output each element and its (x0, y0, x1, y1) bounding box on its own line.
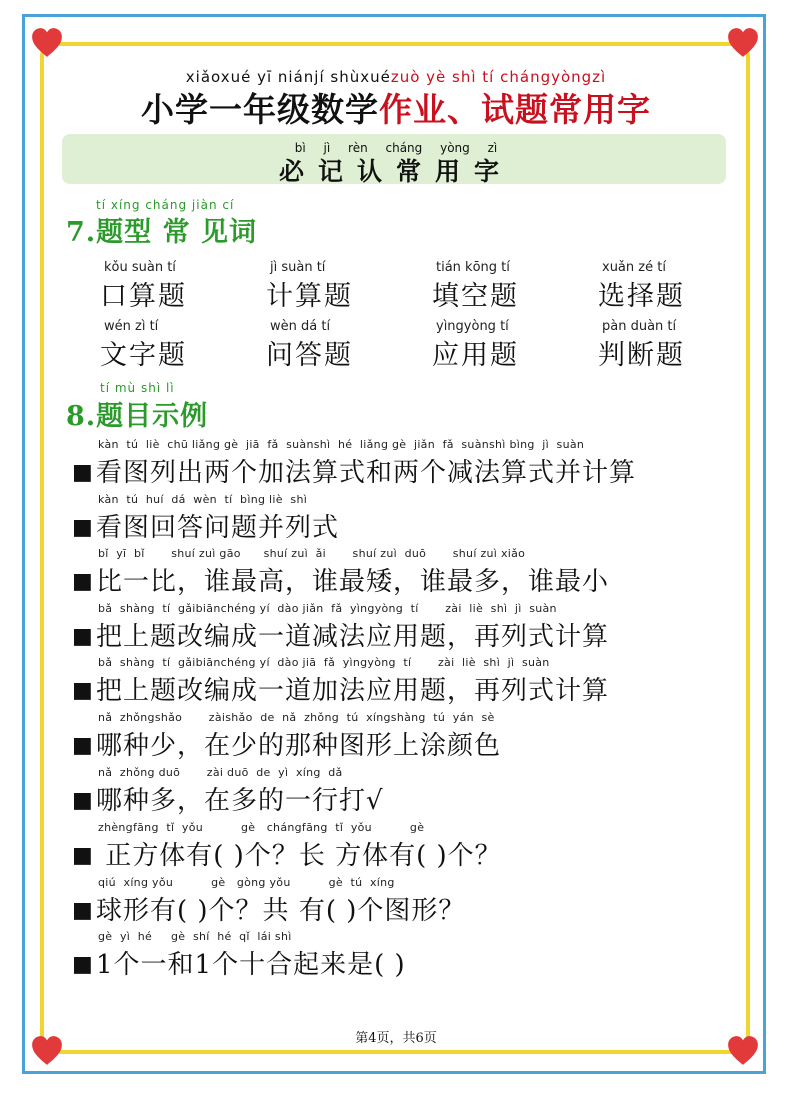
term-text: 文字题 (100, 340, 187, 371)
term-text: 计算题 (266, 281, 353, 312)
example-text: 把上题改编成一道减法应用题，再列式计算 (96, 622, 610, 652)
example-item (72, 602, 732, 653)
term-pinyin: kǒu suàn tí (104, 260, 176, 275)
heart-icon (726, 26, 760, 60)
example-pinyin: zhèngfāng tǐ yǒu gè chángfāng tǐ yǒu gè (98, 821, 425, 834)
term-item (598, 319, 768, 372)
square-bullet-icon: ■ (72, 733, 93, 758)
example-text: 比一比，谁最高，谁最矮，谁最多，谁最小 (96, 567, 610, 597)
term-item (432, 319, 602, 372)
term-pinyin: pàn duàn tí (602, 319, 677, 334)
square-bullet-icon: ■ (72, 788, 93, 813)
example-item (72, 656, 732, 707)
example-pinyin: qiú xíng yǒu gè gòng yǒu gè tú xíng (98, 876, 395, 889)
square-bullet-icon: ■ (72, 952, 93, 977)
term-text: 问答题 (266, 340, 353, 371)
section8-title: 8.题目示例 (66, 401, 209, 432)
title-pinyin-red: zuò yè shì tí chángyòngzì (390, 68, 607, 86)
page-title-black: 小学一年级数学 (141, 90, 379, 129)
term-text: 填空题 (432, 281, 519, 312)
section7-pinyin: tí xíng cháng jiàn cí (96, 198, 235, 212)
example-item (72, 876, 732, 927)
term-pinyin: wèn dá tí (270, 319, 331, 334)
page-title (0, 84, 792, 131)
example-pinyin: bǐ yī bǐ shuí zuì gāo shuí zuì ǎi shuí zuì duō shuí zuì xiǎo (98, 547, 526, 560)
example-pinyin: kàn tú liè chū liǎng gè jiā fǎ suànshì hé liǎng gè jiǎn fǎ suànshì bìng jì suàn (98, 438, 585, 451)
square-bullet-icon: ■ (72, 460, 93, 485)
example-text: 球形有( )个？共 有( )个图形？ (96, 896, 466, 926)
term-item (100, 260, 270, 313)
example-text: 1个一和1个十合起来是( ) (96, 950, 406, 980)
square-bullet-icon: ■ (72, 624, 93, 649)
term-text: 应用题 (432, 340, 519, 371)
term-pinyin: xuǎn zé tí (602, 260, 666, 275)
page-number: 第4页，共6页 (355, 1031, 437, 1046)
banner-pinyin: bì jì rèn cháng yòng zì (294, 141, 498, 155)
square-bullet-icon: ■ (72, 898, 93, 923)
example-text: 看图列出两个加法算式和两个减法算式并计算 (96, 458, 637, 488)
example-pinyin: nǎ zhǒng duō zài duō de yì xíng dǎ (98, 766, 343, 779)
term-text: 选择题 (598, 281, 685, 312)
example-item (72, 547, 732, 598)
example-item (72, 493, 732, 544)
term-pinyin: tián kōng tí (436, 260, 510, 275)
title-pinyin-black: xiǎoxué yī niánjí shùxué (185, 68, 391, 86)
example-pinyin: bǎ shàng tí gǎibiānchéng yí dào jiǎn fǎ yìngyòng tí zài liè shì jì suàn (98, 602, 557, 615)
term-item (266, 260, 436, 313)
example-pinyin: kàn tú huí dá wèn tí bìng liè shì (98, 493, 308, 506)
square-bullet-icon: ■ (72, 515, 93, 540)
example-item (72, 711, 732, 762)
example-pinyin: nǎ zhǒngshǎo zàishǎo de nǎ zhǒng tú xíngshàng tú yán sè (98, 711, 495, 724)
example-pinyin: gè yì hé gè shí hé qǐ lái shì (98, 930, 292, 943)
square-bullet-icon: ■ (72, 569, 93, 594)
example-item (72, 821, 732, 872)
example-item (72, 438, 732, 489)
term-pinyin: jì suàn tí (270, 260, 326, 275)
example-text: 哪种多，在多的一行打√ (96, 786, 384, 816)
heart-icon (30, 26, 64, 60)
section8-pinyin: tí mù shì lì (100, 381, 175, 395)
term-item (432, 260, 602, 313)
example-text: 看图回答问题并列式 (96, 513, 340, 543)
term-item (100, 319, 270, 372)
square-bullet-icon: ■ (72, 678, 93, 703)
example-item (72, 766, 732, 817)
term-item (598, 260, 768, 313)
term-item (266, 319, 436, 372)
section7-title: 7.题型 常 见词 (66, 217, 257, 248)
example-text: 哪种少，在少的那种图形上涂颜色 (96, 731, 502, 761)
term-pinyin: wén zì tí (104, 319, 159, 334)
example-item (72, 930, 732, 981)
example-text: 把上题改编成一道加法应用题，再列式计算 (96, 676, 610, 706)
page-title-red: 作业、试题常用字 (379, 90, 651, 129)
example-pinyin: bǎ shàng tí gǎibiānchéng yí dào jiā fǎ yìngyòng tí zài liè shì jì suàn (98, 656, 550, 669)
term-pinyin: yìngyòng tí (436, 319, 509, 334)
term-text: 判断题 (598, 340, 685, 371)
square-bullet-icon: ■ (72, 843, 93, 868)
example-text: 正方体有( )个？长 方体有( )个？ (96, 841, 502, 871)
term-text: 口算题 (100, 281, 187, 312)
banner-title: 必记认常用字 (278, 157, 513, 186)
